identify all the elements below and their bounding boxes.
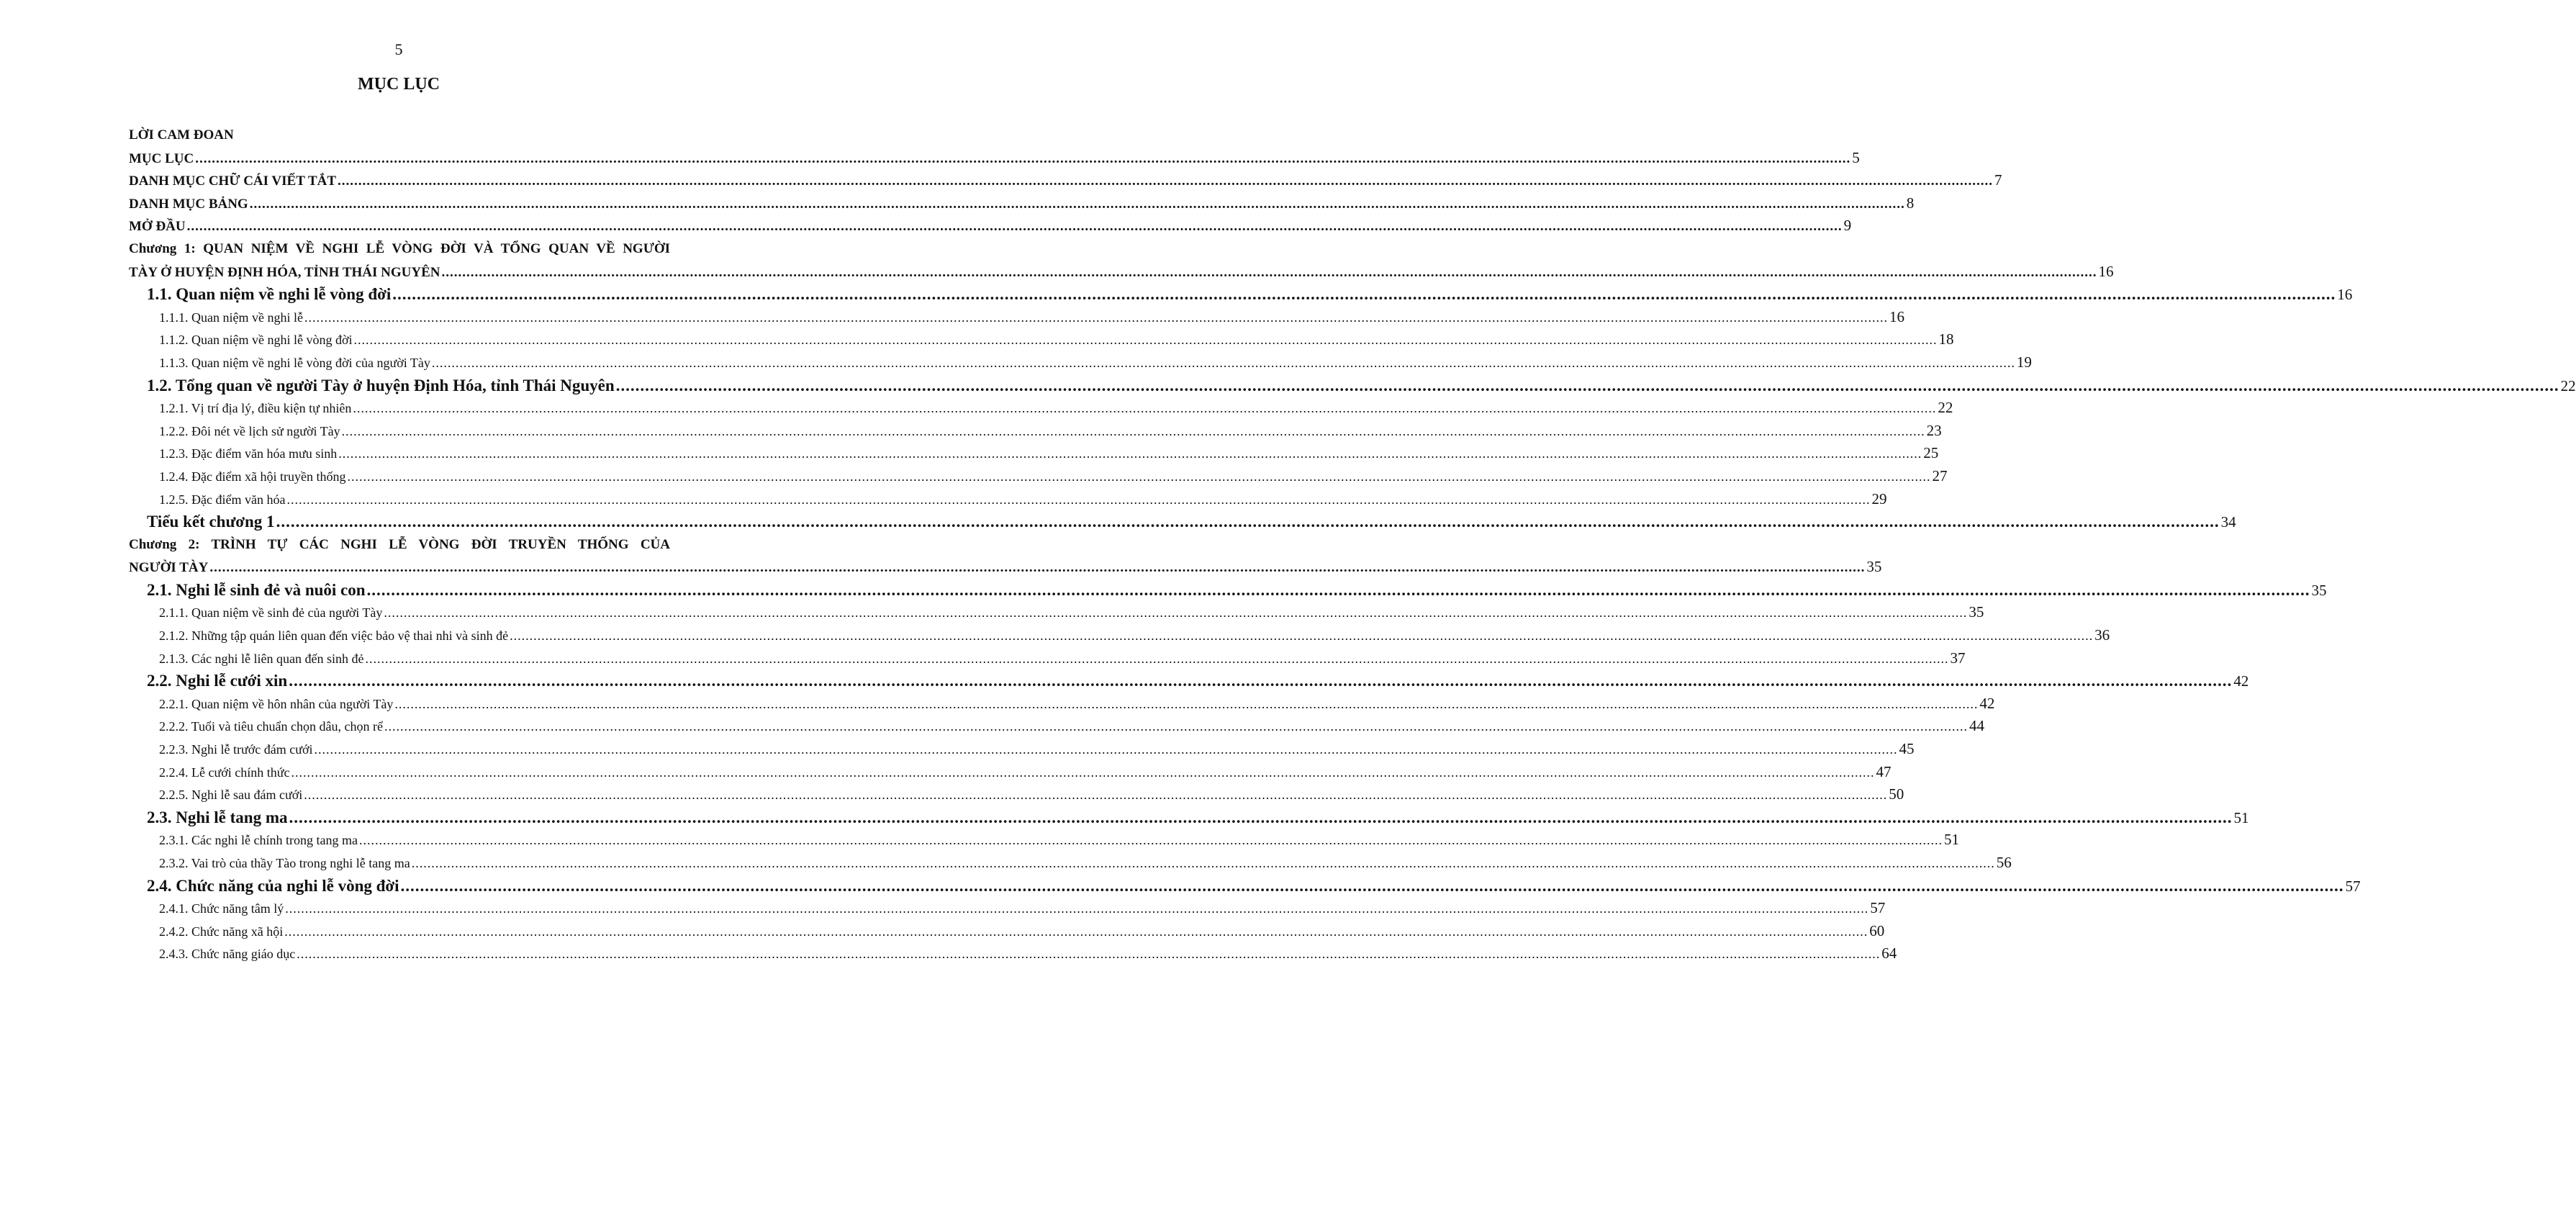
dot-leader: ................................................................................................................................................................................................................................................................................................................................................................................................................	[289, 808, 2233, 826]
dot-leader: ................................................................................................................................................................................................................................................................................................................................................................................................................	[289, 672, 2233, 690]
dot-leader: ................................................................................................................................................................................................................................................................................................................................................................................................................	[384, 719, 1968, 734]
toc-entry	[129, 124, 670, 147]
toc-entry-page: 37	[1950, 649, 1966, 667]
dot-leader: ................................................................................................................................................................................................................................................................................................................................................................................................................	[384, 605, 1968, 621]
toc-entry-label: 2.2.3. Nghi lễ trước đám cưới	[159, 742, 313, 757]
dot-leader: ................................................................................................................................................................................................................................................................................................................................................................................................................	[209, 560, 1866, 576]
toc-entry	[129, 442, 1939, 465]
toc-entry-label: 2.4. Chức năng của nghi lễ vòng đời	[147, 876, 399, 895]
toc-entry-label: LỜI CAM ĐOAN	[129, 127, 234, 143]
toc-chapter-heading: Chương 2: TRÌNH TỰ CÁC NGHI LỄ VÒNG ĐỜI TRUYỀN THỐNG CỦA	[129, 536, 670, 552]
toc-entry	[129, 669, 2249, 693]
toc-entry-label: 2.3.1. Các nghi lễ chính trong tang ma	[159, 833, 358, 848]
toc-entry-label: 2.2.1. Quan niệm về hôn nhân của người Tày	[159, 696, 394, 711]
dot-leader: ................................................................................................................................................................................................................................................................................................................................................................................................................	[615, 376, 2559, 394]
toc-entry-label: 2.4.1. Chức năng tâm lý	[159, 901, 284, 916]
toc-entry-label: 2.1.1. Quan niệm về sinh đẻ của người Tày	[159, 605, 383, 621]
toc-entry-page: 5	[1852, 148, 1860, 166]
toc-entry-page: 45	[1899, 740, 1915, 758]
toc-entry	[129, 306, 1904, 329]
toc-entry-page: 25	[1923, 444, 1939, 462]
toc-entry-label: Tiểu kết chương 1	[147, 513, 275, 531]
dot-leader: ................................................................................................................................................................................................................................................................................................................................................................................................................	[186, 219, 1843, 235]
toc-entry	[129, 875, 2361, 898]
toc-entry-page: 60	[1869, 921, 1885, 939]
toc-entry-page: 51	[2233, 808, 2249, 826]
toc-entry-page: 18	[1938, 330, 1954, 348]
document-title: MỤC LỤC	[358, 75, 440, 94]
toc-entry-page: 29	[1871, 490, 1887, 508]
toc-entry	[129, 192, 1915, 215]
toc-entry	[129, 693, 1995, 716]
toc-entry-label: MỤC LỤC	[129, 150, 194, 166]
toc-entry-page: 50	[1889, 785, 1904, 803]
dot-leader: ................................................................................................................................................................................................................................................................................................................................................................................................................	[285, 901, 1869, 916]
toc-entry-label: 1.1.2. Quan niệm về nghi lễ vòng đời	[159, 333, 353, 348]
toc-entry	[129, 169, 2002, 192]
dot-leader: ................................................................................................................................................................................................................................................................................................................................................................................................................	[431, 355, 2015, 370]
toc-entry-label: 1.2.5. Đặc điểm văn hóa	[159, 492, 286, 507]
toc-entry	[129, 601, 1984, 624]
toc-entry	[129, 647, 1966, 670]
toc-entry-page: 56	[1996, 854, 2012, 871]
toc-entry-page: 7	[1994, 171, 2002, 189]
toc-entry	[129, 420, 1942, 443]
toc-entry-page: 64	[1881, 944, 1897, 962]
toc-entry-label: 1.1.3. Quan niệm về nghi lễ vòng đời của người Tày	[159, 355, 430, 370]
dot-leader: ................................................................................................................................................................................................................................................................................................................................................................................................................	[338, 446, 1922, 461]
toc-entry-page: 16	[2098, 262, 2114, 280]
dot-leader: ................................................................................................................................................................................................................................................................................................................................................................................................................	[314, 742, 1898, 757]
toc-entry-label: 2.4.3. Chức năng giáo dục	[159, 947, 296, 962]
toc-entry-page: 22	[1938, 399, 1953, 417]
toc-entry-label: NGƯỜI TÀY	[129, 560, 209, 576]
toc-entry-label: DANH MỤC CHỮ CÁI VIẾT TẮT	[129, 173, 337, 189]
dot-leader: ................................................................................................................................................................................................................................................................................................................................................................................................................	[394, 696, 1979, 711]
toc-entry-page: 47	[1876, 762, 1892, 780]
toc-entry-page: 57	[2345, 877, 2361, 895]
toc-entry-page: 42	[2233, 672, 2249, 690]
toc-entry-label: 2.2.2. Tuổi và tiêu chuẩn chọn dâu, chọn rể	[159, 719, 383, 734]
toc-entry	[129, 920, 1885, 943]
toc-entry-page: 34	[2220, 513, 2236, 531]
toc-entry-label: TÀY Ở HUYỆN ĐỊNH HÓA, TỈNH THÁI NGUYÊN	[129, 264, 440, 280]
toc-entry-label: 2.2.4. Lễ cưới chính thức	[159, 765, 290, 780]
toc-entry-page: 27	[1932, 466, 1948, 484]
toc-entry	[129, 283, 2353, 306]
toc-entry-page: 19	[2016, 353, 2032, 371]
toc-entry-page: 9	[1843, 217, 1852, 235]
dot-leader: ................................................................................................................................................................................................................................................................................................................................................................................................................	[347, 469, 1931, 484]
toc-entry-label: 1.2.4. Đặc điểm xã hội truyền thống	[159, 469, 346, 484]
toc-entry-label: 2.1.2. Những tập quán liên quan đến việc bảo vệ thai nhi và sinh đẻ	[159, 628, 509, 644]
toc-entry	[129, 942, 1897, 965]
dot-leader: ................................................................................................................................................................................................................................................................................................................................................................................................................	[291, 765, 1875, 780]
dot-leader: ................................................................................................................................................................................................................................................................................................................................................................................................................	[358, 833, 1943, 848]
toc-entry	[129, 806, 2249, 829]
dot-leader: ................................................................................................................................................................................................................................................................................................................................................................................................................	[441, 264, 2097, 280]
toc-chapter-heading: Chương 1: QUAN NIỆM VỀ NGHI LỄ VÒNG ĐỜI VÀ TỔNG QUAN VỀ NGƯỜI	[129, 240, 670, 256]
dot-leader: ................................................................................................................................................................................................................................................................................................................................................................................................................	[286, 492, 1871, 507]
toc-entry-page: 16	[1889, 307, 1904, 325]
dot-leader: ................................................................................................................................................................................................................................................................................................................................................................................................................	[366, 580, 2310, 599]
toc-entry-label: 1.2.3. Đặc điểm văn hóa mưu sinh	[159, 446, 338, 461]
toc-entry-page: 36	[2094, 626, 2110, 644]
toc-entry-label: MỞ ĐẦU	[129, 219, 186, 235]
toc-entry	[129, 374, 2576, 397]
dot-leader: ................................................................................................................................................................................................................................................................................................................................................................................................................	[195, 150, 1851, 166]
toc-entry	[129, 738, 1915, 761]
dot-leader: ................................................................................................................................................................................................................................................................................................................................................................................................................	[284, 924, 1868, 939]
toc-entry-label: 1.2.2. Đôi nét về lịch sử người Tày	[159, 423, 340, 438]
toc-entry-page: 57	[1870, 899, 1886, 917]
toc-entry-label: 2.1.3. Các nghi lễ liên quan đến sinh đẻ	[159, 651, 364, 666]
toc-entry	[129, 215, 1852, 238]
page-number: 5	[394, 40, 403, 58]
toc-entry	[129, 761, 1892, 784]
toc-entry	[129, 328, 1954, 351]
toc-entry	[129, 556, 1882, 579]
dot-leader: ................................................................................................................................................................................................................................................................................................................................................................................................................	[510, 628, 2094, 644]
dot-leader: ................................................................................................................................................................................................................................................................................................................................................................................................................	[353, 333, 1938, 348]
toc-entry-page: 35	[2311, 581, 2327, 599]
toc-entry	[129, 579, 2327, 602]
toc-entry-page: 23	[1926, 421, 1942, 439]
dot-leader: ................................................................................................................................................................................................................................................................................................................................................................................................................	[276, 513, 2220, 531]
toc-entry-page: 51	[1943, 831, 1959, 849]
toc-entry-label: 2.1. Nghi lễ sinh đẻ và nuôi con	[147, 580, 366, 599]
toc-entry-page: 8	[1906, 194, 1915, 212]
toc-entry	[129, 147, 1860, 170]
toc-entry-label: 2.2. Nghi lễ cưới xin	[147, 672, 288, 690]
dot-leader: ................................................................................................................................................................................................................................................................................................................................................................................................................	[400, 876, 2344, 895]
toc-entry	[129, 488, 1887, 511]
toc-entry	[129, 397, 1953, 420]
dot-leader: ................................................................................................................................................................................................................................................................................................................................................................................................................	[304, 788, 1888, 803]
toc-entry-label: 1.1. Quan niệm về nghi lễ vòng đời	[147, 285, 392, 304]
toc-entry-label: 2.4.2. Chức năng xã hội	[159, 924, 284, 939]
toc-entry-label: 2.3.2. Vai trò của thầy Tào trong nghi lễ tang ma	[159, 856, 410, 870]
toc-entry	[129, 261, 2114, 284]
toc-entry-page: 44	[1969, 717, 1984, 735]
dot-leader: ................................................................................................................................................................................................................................................................................................................................................................................................................	[249, 196, 1905, 212]
toc-entry-page: 35	[1969, 603, 1984, 621]
toc-entry-label: 2.3. Nghi lễ tang ma	[147, 808, 288, 826]
toc-entry	[129, 715, 1984, 738]
toc-entry	[129, 852, 2012, 875]
toc-entry-label: 1.2.1. Vị trí địa lý, điều kiện tự nhiên	[159, 401, 352, 416]
toc-entry-label: 1.1.1. Quan niệm về nghi lễ	[159, 310, 303, 325]
toc-entry-page: 22	[2560, 376, 2576, 394]
toc-entry	[129, 897, 1886, 920]
dot-leader: ................................................................................................................................................................................................................................................................................................................................................................................................................	[297, 947, 1881, 962]
toc-entry-page: 16	[2337, 286, 2353, 304]
dot-leader: ................................................................................................................................................................................................................................................................................................................................................................................................................	[338, 173, 1994, 189]
toc-entry-label: 1.2. Tổng quan về người Tày ở huyện Định Hóa, tỉnh Thái Nguyên	[147, 376, 615, 394]
toc-entry-label: DANH MỤC BẢNG	[129, 196, 248, 212]
toc-entry	[129, 510, 2236, 533]
toc-entry	[129, 829, 1959, 852]
dot-leader: ................................................................................................................................................................................................................................................................................................................................................................................................................	[304, 310, 1888, 325]
toc-entry-page: 35	[1866, 558, 1882, 576]
toc-entry-label: 2.2.5. Nghi lễ sau đám cưới	[159, 788, 303, 803]
toc-entry	[129, 465, 1948, 488]
dot-leader: ................................................................................................................................................................................................................................................................................................................................................................................................................	[353, 401, 1937, 416]
toc-entry	[129, 624, 2110, 647]
dot-leader: ................................................................................................................................................................................................................................................................................................................................................................................................................	[341, 423, 1925, 438]
dot-leader: ................................................................................................................................................................................................................................................................................................................................................................................................................	[392, 285, 2336, 304]
toc-entry-page: 42	[1979, 694, 1995, 712]
table-of-contents	[129, 124, 2576, 965]
dot-leader: ................................................................................................................................................................................................................................................................................................................................................................................................................	[365, 651, 1949, 666]
toc-entry	[129, 351, 2032, 374]
dot-leader: ................................................................................................................................................................................................................................................................................................................................................................................................................	[411, 856, 1995, 870]
toc-entry	[129, 783, 1904, 806]
